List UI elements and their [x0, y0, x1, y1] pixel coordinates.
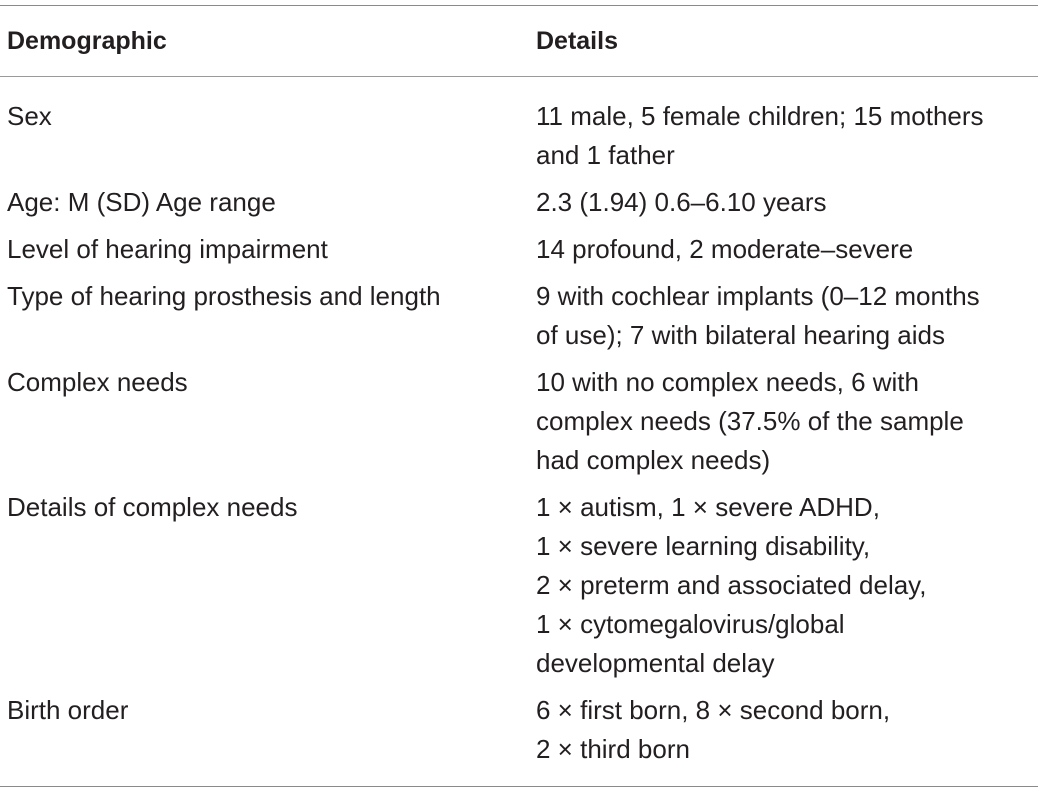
details-line: 1 × cytomegalovirus/global	[536, 609, 845, 639]
details-line: had complex needs)	[536, 445, 771, 475]
details-cell	[530, 691, 1038, 769]
table-row	[0, 488, 1038, 683]
details-cell	[530, 97, 1038, 175]
details-cell	[530, 230, 1038, 269]
demographic-cell: Birth order	[7, 695, 129, 725]
details-line: 9 with cochlear implants (0–12 months	[536, 281, 980, 311]
table-row	[0, 363, 1038, 480]
table-body	[0, 77, 1038, 769]
header-demographic: Demographic	[7, 27, 167, 55]
demographic-cell: Complex needs	[7, 367, 188, 397]
details-line: of use); 7 with bilateral hearing aids	[536, 320, 946, 350]
table-header-row	[0, 6, 1038, 76]
demographic-cell: Age: M (SD) Age range	[7, 187, 276, 217]
details-line: 14 profound, 2 moderate–severe	[536, 234, 914, 264]
details-line: 2 × third born	[536, 734, 690, 764]
demographic-cell: Type of hearing prosthesis and length	[7, 281, 441, 311]
table-row	[0, 277, 1038, 355]
details-cell	[530, 183, 1038, 222]
details-line: 10 with no complex needs, 6 with	[536, 367, 919, 397]
details-line: 2 × preterm and associated delay,	[536, 570, 927, 600]
header-details: Details	[536, 27, 618, 55]
details-line: and 1 father	[536, 140, 675, 170]
demographic-cell: Details of complex needs	[7, 492, 298, 522]
table-row	[0, 183, 1038, 222]
details-line: 6 × first born, 8 × second born,	[536, 695, 891, 725]
details-line: 2.3 (1.94) 0.6–6.10 years	[536, 187, 827, 217]
details-cell	[530, 488, 1038, 683]
demographic-cell: Level of hearing impairment	[7, 234, 328, 264]
details-line: 1 × severe learning disability,	[536, 531, 871, 561]
details-cell	[530, 363, 1038, 480]
demographics-table	[0, 5, 1038, 787]
table-row	[0, 691, 1038, 769]
details-line: complex needs (37.5% of the sample	[536, 406, 964, 436]
table-row	[0, 97, 1038, 175]
table-bottom-rule	[0, 786, 1038, 787]
details-cell	[530, 277, 1038, 355]
details-line: 1 × autism, 1 × severe ADHD,	[536, 492, 880, 522]
details-line: 11 male, 5 female children; 15 mothers	[536, 101, 984, 131]
table-row	[0, 230, 1038, 269]
demographic-cell: Sex	[7, 101, 52, 131]
details-line: developmental delay	[536, 648, 775, 678]
